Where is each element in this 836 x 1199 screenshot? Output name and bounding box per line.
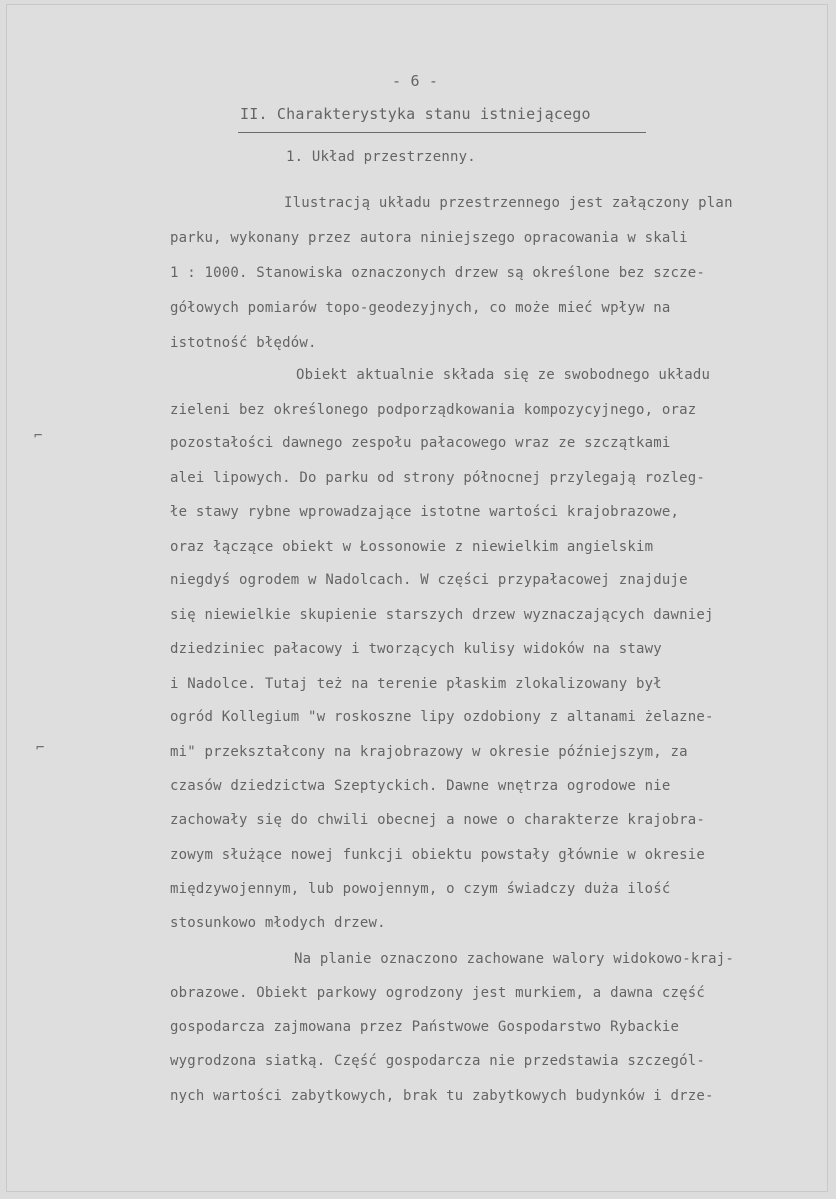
text-line: Ilustracją układu przestrzennego jest załączony plan [284, 195, 733, 211]
page-frame [6, 4, 828, 1192]
text-line: gospodarcza zajmowana przez Państwowe Gospodarstwo Rybackie [170, 1019, 680, 1035]
text-line: stosunkowo młodych drzew. [170, 915, 386, 931]
text-line: Obiekt aktualnie składa się ze swobodnego układu [296, 367, 711, 383]
page-number: - 6 - [392, 72, 439, 90]
text-line: niegdyś ogrodem w Nadolcach. W części przypałacowej znajduje [170, 572, 688, 588]
section-heading: 1. Układ przestrzenny. [286, 149, 476, 165]
text-line: pozostałości dawnego zespołu pałacowego wraz ze szczątkami [170, 435, 671, 451]
text-line: nych wartości zabytkowych, brak tu zabytkowych budynków i drze- [170, 1088, 714, 1104]
text-line: alei lipowych. Do parku od strony północnej przylegają rozleg- [170, 470, 705, 486]
text-line: oraz łączące obiekt w Łossonowie z niewielkim angielskim [170, 539, 654, 555]
text-line: dziedziniec pałacowy i tworzących kulisy widoków na stawy [170, 641, 662, 657]
text-line: międzywojennym, lub powojennym, o czym świadczy duża ilość [170, 881, 671, 897]
text-line: mi" przekształcony na krajobrazowy w okresie późniejszym, za [170, 744, 688, 760]
text-line: ogród Kollegium "w roskoszne lipy ozdobiony z altanami żelazne- [170, 709, 714, 725]
chapter-heading: II. Charakterystyka stanu istniejącego [240, 105, 591, 123]
heading-underline [238, 132, 646, 133]
margin-mark: ⌐ [34, 428, 43, 444]
text-line: się niewielkie skupienie starszych drzew wyznaczających dawniej [170, 607, 714, 623]
text-line: czasów dziedzictwa Szeptyckich. Dawne wnętrza ogrodowe nie [170, 778, 671, 794]
text-line: zieleni bez określonego podporządkowania kompozycyjnego, oraz [170, 402, 697, 418]
text-line: Na planie oznaczono zachowane walory widokowo-kraj- [294, 951, 735, 967]
text-line: istotność błędów. [170, 335, 317, 351]
text-line: wygrodzona siatką. Część gospodarcza nie przedstawia szczegól- [170, 1053, 705, 1069]
text-line: 1 : 1000. Stanowiska oznaczonych drzew są określone bez szcze- [170, 265, 705, 281]
text-line: parku, wykonany przez autora niniejszego opracowania w skali [170, 230, 688, 246]
text-line: i Nadolce. Tutaj też na terenie płaskim zlokalizowany był [170, 676, 662, 692]
margin-mark: ⌐ [36, 740, 45, 756]
text-line: zowym służące nowej funkcji obiektu powstały głównie w okresie [170, 847, 705, 863]
text-line: gółowych pomiarów topo-geodezyjnych, co może mieć wpływ na [170, 300, 671, 316]
text-line: łe stawy rybne wprowadzające istotne wartości krajobrazowe, [170, 504, 680, 520]
text-line: zachowały się do chwili obecnej a nowe o charakterze krajobra- [170, 812, 705, 828]
text-line: obrazowe. Obiekt parkowy ogrodzony jest murkiem, a dawna część [170, 985, 705, 1001]
